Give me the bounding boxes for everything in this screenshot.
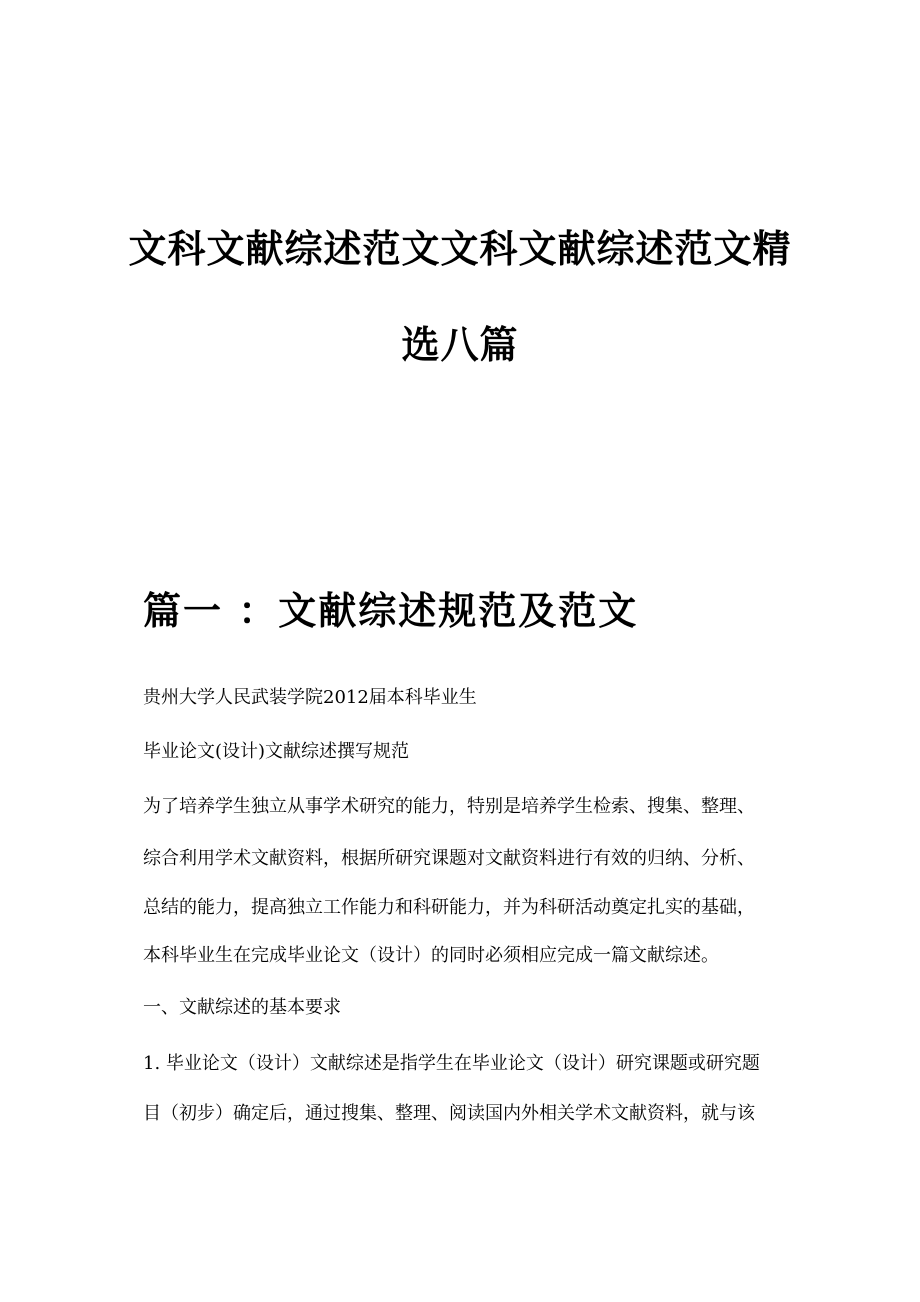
document-title-line-2: 选八篇	[401, 322, 519, 367]
body-paragraph-line: 为了培养学生独立从事学术研究的能力，特别是培养学生检索、搜集、整理、	[143, 796, 755, 817]
body-paragraph-line: 总结的能力，提高独立工作能力和科研能力，并为科研活动奠定扎实的基础，	[143, 897, 755, 918]
body-line-spec-title: 毕业论文(设计)文献综述撰写规范	[143, 741, 410, 762]
body-paragraph-line: 目（初步）确定后，通过搜集、整理、阅读国内外相关学术文献资料，就与该	[143, 1103, 755, 1124]
body-paragraph-line: 1. 毕业论文（设计）文献综述是指学生在毕业论文（设计）研究课题或研究题	[143, 1053, 760, 1074]
section-heading: 篇一 ：文献综述规范及范文	[143, 588, 639, 633]
body-paragraph-line: 综合利用学术文献资料，根据所研究课题对文献资料进行有效的归纳、分析、	[143, 848, 755, 869]
subsection-heading: 一、文献综述的基本要求	[143, 997, 341, 1018]
document-title-line-1: 文科文献综述范文文科文献综述范文精	[128, 226, 792, 271]
body-paragraph-line: 本科毕业生在完成毕业论文（设计）的同时必须相应完成一篇文献综述。	[143, 945, 719, 966]
body-line-institution: 贵州大学人民武装学院2012届本科毕业生	[143, 687, 477, 708]
